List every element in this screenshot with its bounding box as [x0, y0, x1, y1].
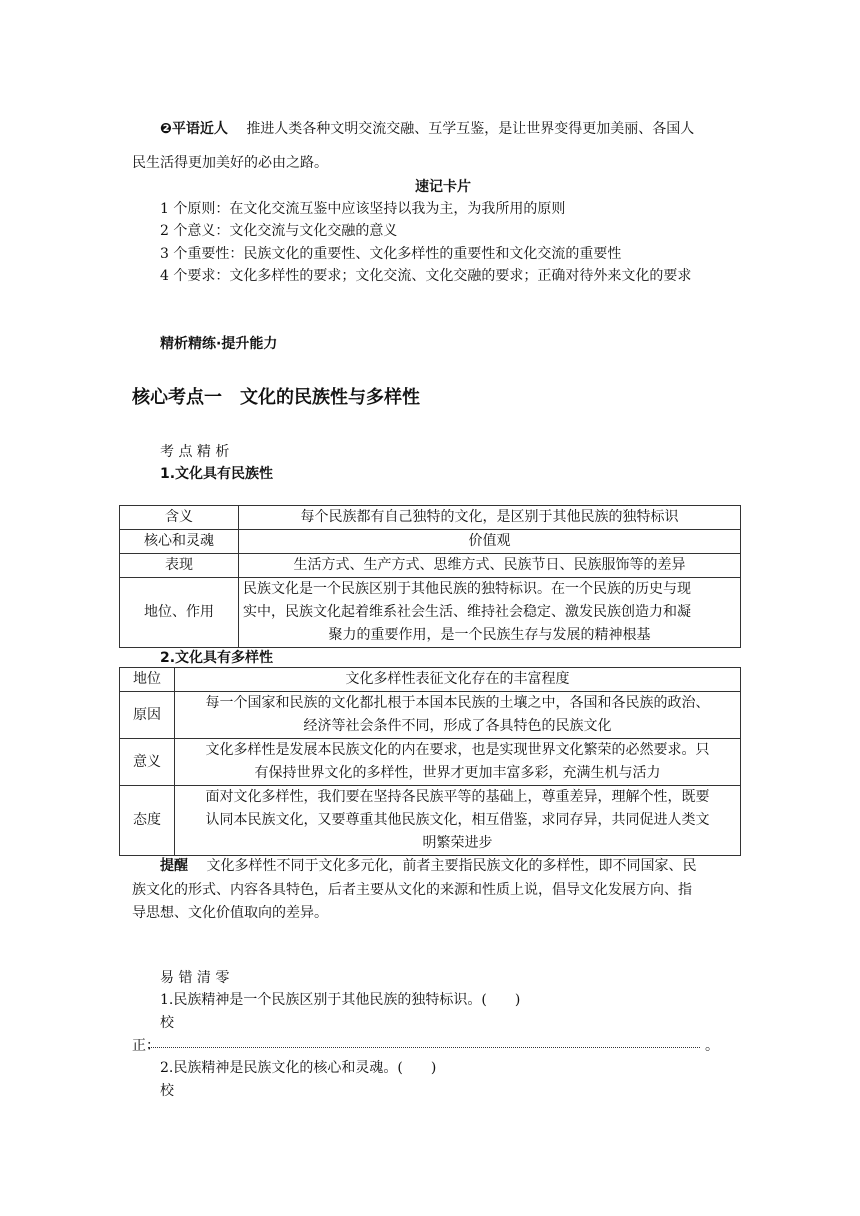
- correct-label-1a: 校: [160, 1015, 174, 1031]
- card-item-1: 1 个原则：在文化交流互鉴中应该坚持以我为主，为我所用的原则: [160, 201, 566, 217]
- table-row: [120, 692, 741, 739]
- table-cell: 表现: [120, 554, 239, 578]
- table-cell: 意义: [120, 739, 175, 786]
- correct-label-2: 校: [160, 1083, 174, 1099]
- cell-line: 每一个国家和民族的文化都扎根于本国本民族的土壤之中，各国和各民族的政治、: [205, 695, 710, 711]
- cell-line: 文化多样性是发展本民族文化的内在要求，也是实现世界文化繁荣的必然要求。只: [205, 742, 710, 758]
- table-cell: [175, 739, 741, 786]
- intro-label: ❷平语近人: [160, 121, 228, 137]
- table-cell: 核心和灵魂: [120, 530, 239, 554]
- subheading-1: 1.文化具有民族性: [160, 466, 274, 482]
- table-cell: 原因: [120, 692, 175, 739]
- card-item-2: 2 个意义：文化交流与文化交融的意义: [160, 223, 398, 239]
- table-cell: [175, 692, 741, 739]
- question-2: 2.民族精神是民族文化的核心和灵魂。( ): [160, 1060, 437, 1076]
- section-label: 精析精练·提升能力: [160, 336, 278, 352]
- cell-line: 聚力的重要作用，是一个民族生存与发展的精神根基: [328, 627, 651, 643]
- tip-line1: [160, 855, 696, 875]
- tip-line3: 导思想、文化价值取向的差异。: [132, 905, 328, 921]
- table-row: [120, 668, 741, 692]
- tip-label: 提醒: [160, 858, 188, 874]
- cell-line: 有保持世界文化的多样性，世界才更加丰富多彩，充满生机与活力: [254, 765, 661, 781]
- table-diversity: [119, 667, 741, 856]
- errors-label: 易 错 清 零: [160, 970, 230, 986]
- table-row: [120, 530, 741, 554]
- table-cell: 地位、作用: [120, 578, 239, 648]
- answer-period: 。: [705, 1038, 719, 1054]
- section-heading: 核心考点一 文化的民族性与多样性: [132, 387, 420, 408]
- table-row: [120, 554, 741, 578]
- table-cell: [239, 578, 741, 648]
- tip-line2: 族文化的形式、内容各具特色，后者主要从文化的来源和性质上说，倡导文化发展方向、指: [132, 882, 692, 898]
- table-cell: 态度: [120, 786, 175, 856]
- correct-label-1b: 正：: [132, 1038, 160, 1054]
- cell-line: 民族文化是一个民族区别于其他民族的独特标识。在一个民族的历史与现: [243, 581, 691, 597]
- cell-line: 经济等社会条件不同，形成了各具特色的民族文化: [303, 718, 612, 734]
- table-cell: 地位: [120, 668, 175, 692]
- table-ethnicity: [119, 505, 741, 648]
- tip-text1: 文化多样性不同于文化多元化，前者主要指民族文化的多样性，即不同国家、民: [206, 858, 697, 874]
- cell-line: 明繁荣进步: [422, 835, 493, 851]
- intro-line2: 民生活得更加美好的必由之路。: [132, 155, 328, 171]
- table-cell: [175, 786, 741, 856]
- table-cell: 价值观: [239, 530, 741, 554]
- intro-line1: [160, 118, 694, 138]
- cell-line: 面对文化多样性，我们要在坚持各民族平等的基础上，尊重差异，理解个性，既要: [205, 789, 710, 805]
- table-row: [120, 786, 741, 856]
- card-item-3: 3 个重要性：民族文化的重要性、文化多样性的重要性和文化交流的重要性: [160, 246, 622, 262]
- cell-line: 认同本民族文化，又要尊重其他民族文化，相互借鉴，求同存异，共同促进人类文: [205, 812, 710, 828]
- table-row: [120, 578, 741, 648]
- table-cell: 每个民族都有自己独特的文化，是区别于其他民族的独特标识: [239, 506, 741, 530]
- card-item-4: 4 个要求：文化多样性的要求；文化交流、文化交融的要求；正确对待外来文化的要求: [160, 268, 692, 284]
- analysis-label: 考 点 精 析: [160, 444, 230, 460]
- card-title: 速记卡片: [415, 179, 471, 195]
- cell-line: 实中，民族文化起着维系社会生活、维持社会稳定、激发民族创造力和凝: [243, 604, 691, 620]
- intro-text1: 推进人类各种文明交流交融、互学互鉴，是让世界变得更加美丽、各国人: [246, 121, 695, 137]
- question-1: 1.民族精神是一个民族区别于其他民族的独特标识。( ): [160, 992, 521, 1008]
- table-row: [120, 739, 741, 786]
- table-cell: 生活方式、生产方式、思维方式、民族节日、民族服饰等的差异: [239, 554, 741, 578]
- table-row: [120, 506, 741, 530]
- answer-blank[interactable]: [148, 1047, 700, 1048]
- table-cell: 含义: [120, 506, 239, 530]
- subheading-2: 2.文化具有多样性: [160, 650, 274, 666]
- table-cell: 文化多样性表征文化存在的丰富程度: [175, 668, 741, 692]
